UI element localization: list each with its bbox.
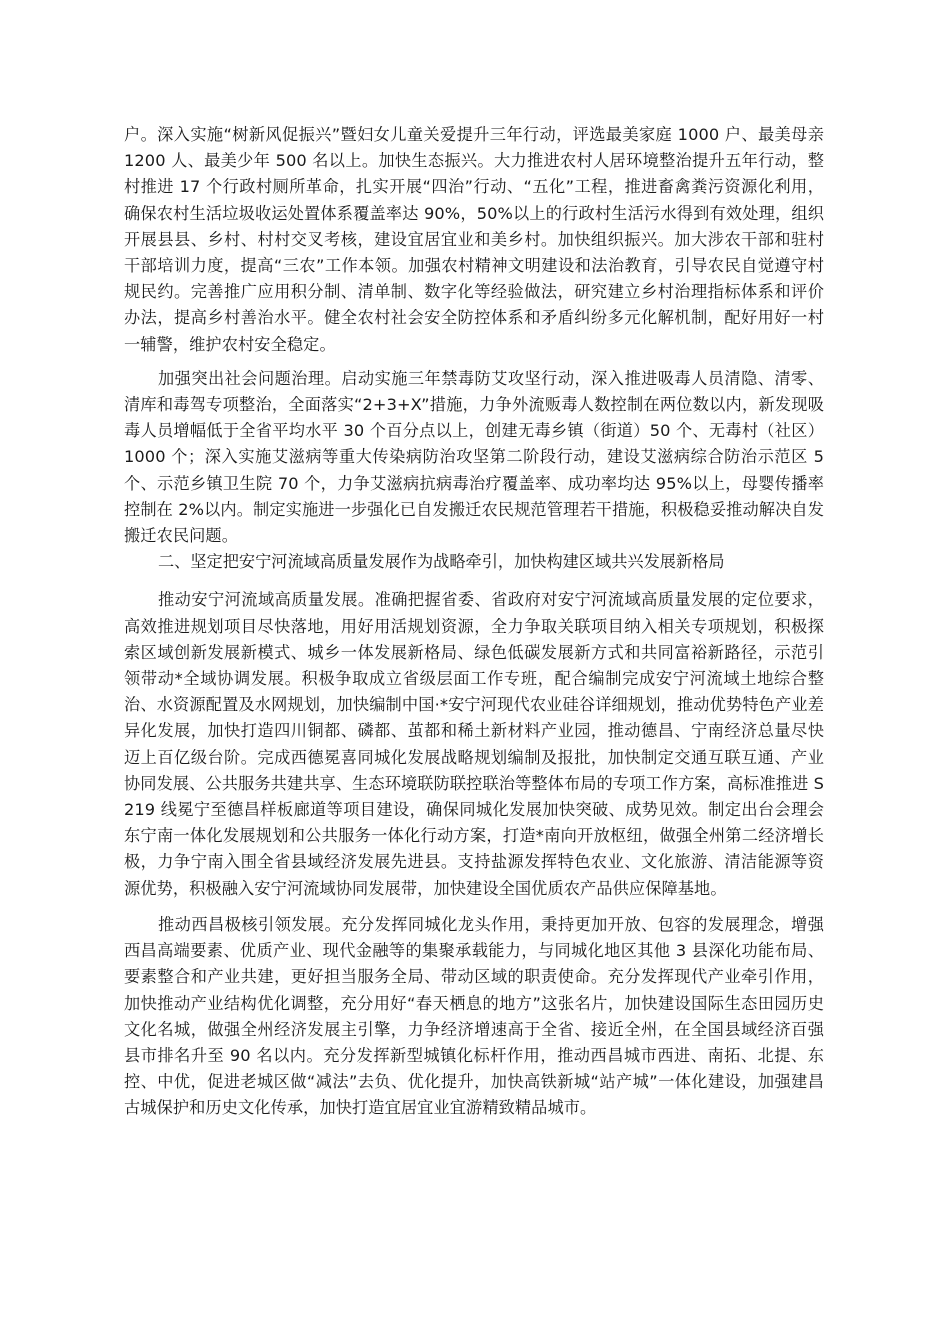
paragraph-rural-revitalization: 户。深入实施“树新风促振兴”暨妇女儿童关爱提升三年行动，评选最美家庭 1000 户、最美母亲 1200 人、最美少年 500 名以上。加快生态振兴。大力推进农村人居环境整治提升五年行动，整村推进 17 个行政村厕所革命，扎实开展“四治”行动、“五化”工程，推进畜禽粪污资源化利用，确保农村生活垃圾收运处置体系覆盖率达 90%，50%以上的行政村生活污水得到有效处理，组织开展县县、乡村、村村交叉考核，建设宜居宜业和美乡村。加快组织振兴。加大涉农干部和驻村干部培训力度，提高“三农”工作本领。加强农村精神文明建设和法治教育，引导农民自觉遵守村规民约。完善推广应用积分制、清单制、数字化等经验做法，研究建立乡村治理指标体系和评价办法，提高乡村善治水平。健全农村社会安全防控体系和矛盾纠纷多元化解机制，配好用好一村一辅警，维护农村安全稳定。 — [124, 125, 824, 354]
paragraph-xichang: 推动西昌极核引领发展。充分发挥同城化龙头作用，秉持更加开放、包容的发展理念，增强西昌高端要素、优质产业、现代金融等的集聚承载能力，与同城化地区其他 3 县深化功能布局、要素整合和产业共建，更好担当服务全局、带动区域的职责使命。充分发挥现代产业牵引作用，加快推动产业结构优化调整，充分用好“春天栖息的地方”这张名片，加快建设国际生态田园历史文化名城，做强全州经济发展主引擎，力争经济增速高于全省、接近全州，在全国县域经济百强县市排名升至 90 名以内。充分发挥新型城镇化标杆作用，推动西昌城市西进、南拓、北提、东控、中优，促进老城区做“减法”去负、优化提升，加快高铁新城“站产城”一体化建设，加强建昌古城保护和历史文化传承，加快打造宜居宜业宜游精致精品城市。 — [124, 914, 824, 1118]
document-body — [124, 122, 824, 1122]
paragraph-social-governance: 加强突出社会问题治理。启动实施三年禁毒防艾攻坚行动，深入推进吸毒人员清隐、清零、清库和毒驾专项整治，全面落实“2+3+X”措施，力争外流贩毒人数控制在两位数以内，新发现吸毒人员增幅低于全省平均水平 30 个百分点以上，创建无毒乡镇（街道）50 个、无毒村（社区）1000 个；深入实施艾滋病等重大传染病防治攻坚第二阶段行动，建设艾滋病综合防治示范区 5 个、示范乡镇卫生院 70 个，力争艾滋病抗病毒治疗覆盖率、成功率均达 95%以上，母婴传播率控制在 2%以内。制定实施进一步强化已自发搬迁农民规范管理若干措施，积极稳妥推动解决自发搬迁农民问题。 — [124, 368, 824, 546]
paragraph-anning-river: 推动安宁河流域高质量发展。准确把握省委、省政府对安宁河流域高质量发展的定位要求，高效推进规划项目尽快落地，用好用活规划资源，全力争取关联项目纳入相关专项规划，积极探索区域创新发展新模式、城乡一体发展新格局、绿色低碳发展新方式和共同富裕新路径，示范引领带动*全域协调发展。积极争取成立省级层面工作专班，配合编制完成安宁河流域土地综合整治、水资源配置及水网规划，加快编制中国·*安宁河现代农业硅谷详细规划，推动优势特色产业差异化发展，加快打造四川铜都、磷都、茧都和稀土新材料产业园，推动德昌、宁南经济总量尽快迈上百亿级台阶。完成西德冕喜同城化发展战略规划编制及报批，加快制定交通互联互通、产业协同发展、公共服务共建共享、生态环境联防联控联治等整体布局的专项工作方案，高标准推进 S219 线冕宁至德昌样板廊道等项目建设，确保同城化发展加快突破、成势见效。制定出台会理会东宁南一体化发展规划和公共服务一体化行动方案，打造*南向开放枢纽，做强全州第二经济增长极，力争宁南入围全省县域经济发展先进县。支持盐源发挥特色农业、文化旅游、清洁能源等资源优势，积极融入安宁河流域协同发展带，加快建设全国优质农产品供应保障基地。 — [124, 590, 824, 898]
section-heading: 二、坚定把安宁河流域高质量发展作为战略牵引，加快构建区域共兴发展新格局 — [158, 552, 725, 572]
